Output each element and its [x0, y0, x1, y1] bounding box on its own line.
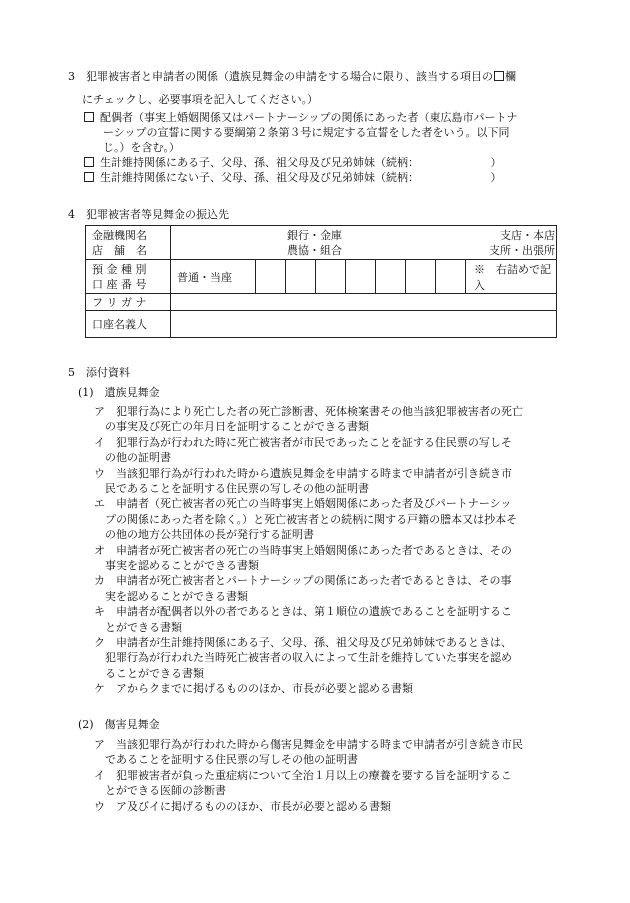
- account-label: 預 金 種 別 口 座 番 号: [86, 260, 171, 294]
- attachment-line: オ 申請者が死亡被害者の死亡の当時事実上婚姻関係にあった者であるときは、その: [94, 543, 512, 557]
- attachment-line: 民であることを証明する住民票の写しその他の証明書: [94, 482, 369, 495]
- account-digit-cell[interactable]: [316, 260, 346, 294]
- sub2-heading: (2) 傷害見舞金: [78, 718, 160, 731]
- attachment-line: とができる医師の診断書: [94, 784, 226, 798]
- bank-name-label: 金融機関名 店 舗 名: [86, 226, 171, 260]
- section4-heading: 4 犯罪被害者等見舞金の振込先: [68, 208, 229, 221]
- attachment-line: イ 犯罪行為が行われた時に死亡被害者が市民であったことを証する住民票の写しそ: [94, 435, 512, 449]
- account-digit-cell[interactable]: [436, 260, 466, 294]
- attachment-line: イ 犯罪被害者が負った重症病について全治１月以上の療養を要する旨を証明するこ: [94, 768, 512, 782]
- spouse-text-line3: じ。）を含む。）: [103, 141, 180, 154]
- attachment-line: カ 申請者が死亡被害者とパートナーシップの関係にあった者であるときは、その事: [94, 574, 512, 588]
- attachment-line: ク 申請者が生計維持関係にある子、父母、孫、祖父母及び兄弟姉妹であるときは、: [94, 636, 512, 649]
- attachment-line: とができる書類: [94, 620, 182, 634]
- attachment-line: エ 申請者（死亡被害者の死亡の当時事実上婚姻関係にあった者及びパートナーシッ: [94, 497, 512, 511]
- nondependent-checkbox[interactable]: [84, 172, 94, 182]
- attachment-line: であることを証明する住民票の写しその他の証明書: [94, 753, 358, 767]
- attachment-line: プの関係にあった者を除く。）と死亡被害者との続柄に関する戸籍の謄本又は抄本そ: [94, 512, 518, 526]
- bank-account-table: [85, 225, 557, 338]
- relation-option-spouse[interactable]: 配偶者（事実上婚姻関係又はパートナーシップの関係にあった者（東広島市パートナ: [84, 110, 517, 125]
- section3-heading-cont: にチェックし、必要事項を記入してください。）: [82, 93, 319, 106]
- right-align-note: ※ 右詰めで記入: [466, 260, 557, 294]
- relation-option-nondependent[interactable]: 生計維持関係にない子、父母、孫、祖父母及び兄弟姉妹（続柄： ）: [84, 170, 502, 185]
- attachment-line: キ 申請者が配偶者以外の者であるときは、第１順位の遺族であることを証明するこ: [94, 605, 512, 619]
- attachment-line: ケ アからクまでに掲げるもののほか、市長が必要と認める書類: [94, 682, 413, 696]
- section5-heading: 5 添付資料: [68, 366, 130, 379]
- attachment-line: ア 犯罪行為により死亡した者の死亡診断書、死体検案書その他当該犯罪被害者の死亡: [94, 405, 523, 418]
- account-digit-cell[interactable]: [256, 260, 286, 294]
- sub1-heading: (1) 遺族見舞金: [78, 386, 160, 399]
- account-digit-cell[interactable]: [346, 260, 376, 294]
- account-digit-cell[interactable]: [376, 260, 406, 294]
- attachment-line: の事実及び死亡の年月日を証明することができる書類: [94, 420, 369, 434]
- furigana-field[interactable]: [171, 294, 557, 311]
- attachment-line: ウ 当該犯罪行為が行われた時から遺族見舞金を申請する時まで申請者が引き続き市: [94, 466, 512, 480]
- spouse-text-line2: ーシップの宣誓に関する要綱第２条第３号に規定する宣誓をした者をいう。以下同: [103, 126, 510, 139]
- account-digit-cell[interactable]: [286, 260, 316, 294]
- checkbox-icon: [494, 71, 504, 81]
- relation-option-dependent[interactable]: 生計維持関係にある子、父母、孫、祖父母及び兄弟姉妹（続柄： ）: [84, 155, 502, 170]
- account-holder-label: 口座名義人: [86, 311, 171, 338]
- attachment-line: ることができる書類: [94, 666, 204, 680]
- spouse-checkbox[interactable]: [84, 112, 94, 122]
- attachment-line: 事実を認めることができる書類: [94, 559, 259, 572]
- attachment-line: の他の地方公共団体の長が発行する証明書: [94, 528, 314, 542]
- attachment-line: ウ ア及びイに掲げるもののほか、市長が必要と認める書類: [94, 799, 391, 813]
- attachment-line: ア 当該犯罪行為が行われた時から傷害見舞金を申請する時まで申請者が引き続き市民: [94, 738, 523, 751]
- account-holder-field[interactable]: [171, 311, 557, 338]
- dependent-checkbox[interactable]: [84, 157, 94, 167]
- section3-heading: 3 犯罪被害者と申請者の関係（遺族見舞金の申請をする場合に限り、該当する項目の 欄: [68, 70, 516, 83]
- bank-name-field[interactable]: 銀行・金庫 農協・組合 支店・本店 支所・出張所: [171, 226, 557, 260]
- attachment-line: 実を認めることができる書類: [94, 589, 248, 603]
- attachment-line: の他の証明書: [94, 451, 171, 465]
- attachment-line: 犯罪行為が行われた当時死亡被害者の収入によって生計を維持していた事実を認め: [94, 651, 512, 665]
- account-type-field[interactable]: 普通・当座: [171, 260, 256, 294]
- furigana-label: フ リ ガ ナ: [86, 294, 171, 311]
- account-digit-cell[interactable]: [406, 260, 436, 294]
